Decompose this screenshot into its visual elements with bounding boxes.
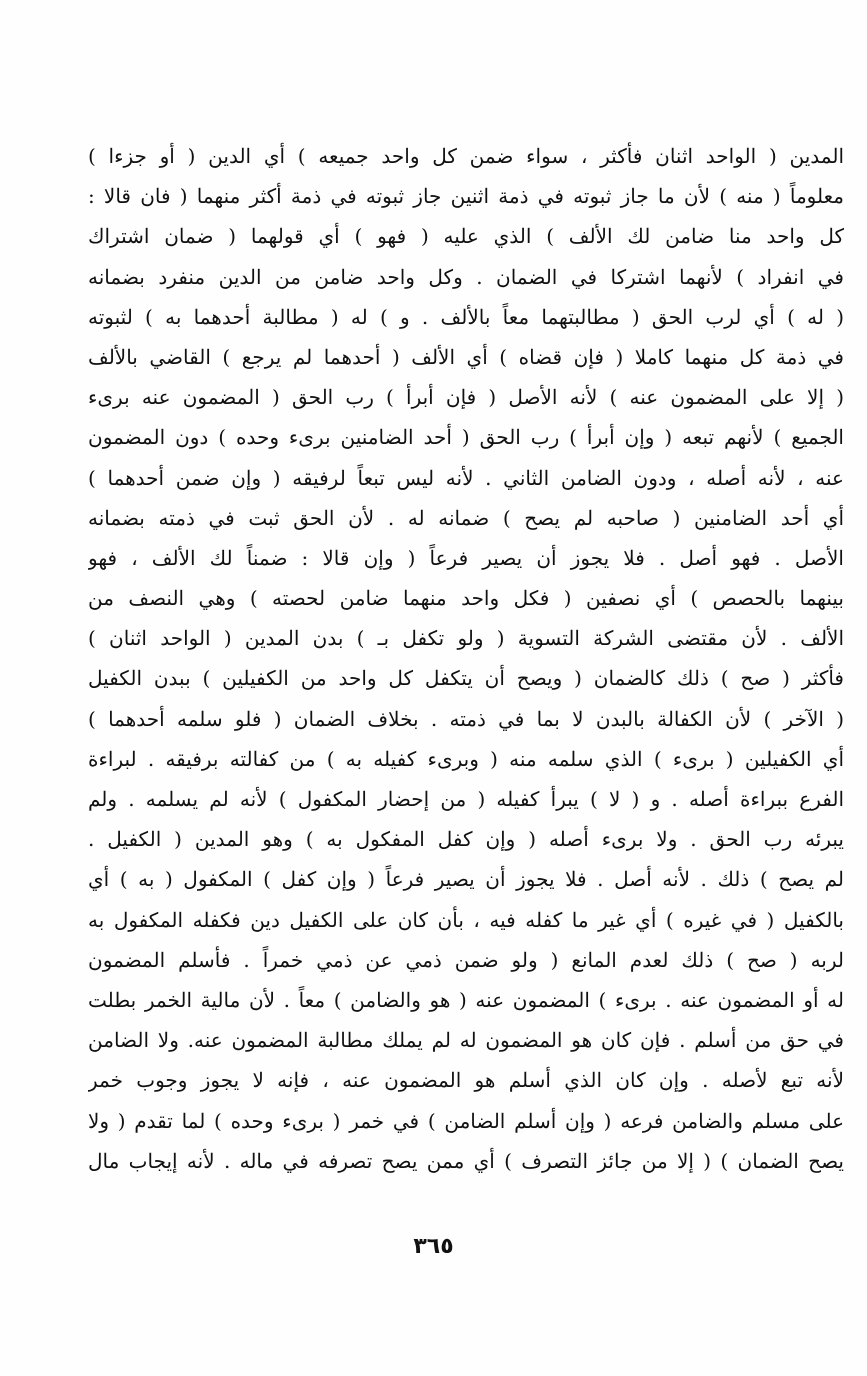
text-line-13: الألف . لأن مقتضى الشركة التسوية ( ولو تكفل بـ ) بدن المدين ( الواحد اثنان ) [88, 626, 844, 651]
text-line-20: بالكفيل ( في غيره ) أي غير ما كفله فيه ، بأن كان على الكفيل دين فكفله المكفول به [88, 907, 844, 932]
text-line-8: الجميع ) لأنهم تبعه ( وإن أبرأ ) رب الحق ( أحد الضامنين برىء وحده ) دون المضمون [88, 425, 844, 450]
text-line-9: عنه ، لأنه أصله ، ودون الضامن الثاني . لأنه ليس تبعاً لرفيقه ( وإن ضمن أحدهما ) [88, 465, 844, 490]
text-line-21: لربه ( صح ) ذلك لعدم المانع ( ولو ضمن ذمي عن ذمي خمراً . فأسلم المضمون [88, 947, 844, 972]
text-line-10: أي أحد الضامنين ( صاحبه لم يصح ) ضمانه له . لأن الحق ثبت في ذمته بضمانه [88, 505, 844, 530]
text-line-12: بينهما بالحصص ) أي نصفين ( فكل واحد منهما ضامن لحصته ) وهي النصف من [88, 586, 844, 611]
text-line-6: في ذمة كل منهما كاملا ( فإن قضاه ) أي الألف ( أحدهما لم يرجع ) القاضي بالألف [88, 344, 844, 369]
text-line-3: كل واحد منا ضامن لك الألف ) الذي عليه ( فهو ) أي قولهما ( ضمان اشتراك [88, 224, 844, 249]
text-line-7: ( إلا على المضمون عنه ) لأنه الأصل ( فإن أبرأ ) رب الحق ( المضمون عنه برىء [88, 385, 844, 410]
text-line-18: يبرئه رب الحق . ولا برىء أصله ( وإن كفل المفكول به ) وهو المدين ( الكفيل . [88, 827, 844, 852]
text-line-19: لم يصح ) ذلك . لأنه أصل . فلا يجوز أن يصير فرعاً ( وإن كفل ) المكفول ( به ) أي [88, 867, 844, 892]
text-line-4: في انفراد ) لأنهما اشتركا في الضمان . وكل واحد ضامن من الدين منفرد بضمانه [88, 264, 844, 289]
page-number: ٣٦٥ [413, 1234, 454, 1259]
text-line-25: على مسلم والضامن فرعه ( وإن أسلم الضامن ) في خمر ( برىء وحده ) لما تقدم ( ولا [88, 1108, 844, 1133]
body-text [88, 136, 844, 1181]
text-line-17: الفرع ببراءة أصله . و ( لا ) يبرأ كفيله ( من إحضار المكفول ) لأنه لم يسلمه . ولم [88, 787, 844, 811]
text-line-1: المدين ( الواحد اثنان فأكثر ، سواء ضمن كل واحد جميعه ) أي الدين ( أو جزءا ) [88, 144, 844, 168]
text-line-11: الأصل . فهو أصل . فلا يجوز أن يصير فرعاً ( وإن قالا : ضمناً لك الألف ، فهو [88, 545, 844, 570]
text-line-24: لأنه تبع لأصله . وإن كان الذي أسلم هو المضمون عنه ، فإنه لا يجوز وجوب خمر [88, 1068, 844, 1093]
text-line-22: له أو المضمون عنه . برىء ) المضمون عنه ( هو والضامن ) معاً . لأن مالية الخمر بطلت [88, 987, 844, 1012]
text-line-15: ( الآخر ) لأن الكفالة بالبدن لا بما في ذمته . بخلاف الضمان ( فلو سلمه أحدهما ) [88, 706, 844, 731]
text-line-5: ( له ) أي لرب الحق ( مطالبتهما معاً بالألف . و ) له ( مطالبة أحدهما به ) لثبوته [88, 304, 844, 329]
text-line-26: يصح الضمان ) ( إلا من جائز التصرف ) أي ممن يصح تصرفه في ماله . لأنه إيجاب مال [88, 1148, 844, 1173]
text-line-16: أي الكفيلين ( برىء ) الذي سلمه منه ( وبرىء كفيله به ) من كفالته برفيقه . لبراءة [88, 746, 844, 771]
text-line-23: في حق من أسلم . فإن كان هو المضمون له لم يملك مطالبة المضمون عنه. ولا الضامن [88, 1028, 844, 1053]
text-line-2: معلوماً ( منه ) لأن ما جاز ثبوته في ذمة اثنين جاز ثبوته في ذمة أكثر منهما ( فان قالا : [88, 184, 844, 209]
text-line-14: فأكثر ( صح ) ذلك كالضمان ( ويصح أن يتكفل كل واحد من الكفيلين ) ببدن الكفيل [88, 666, 844, 691]
